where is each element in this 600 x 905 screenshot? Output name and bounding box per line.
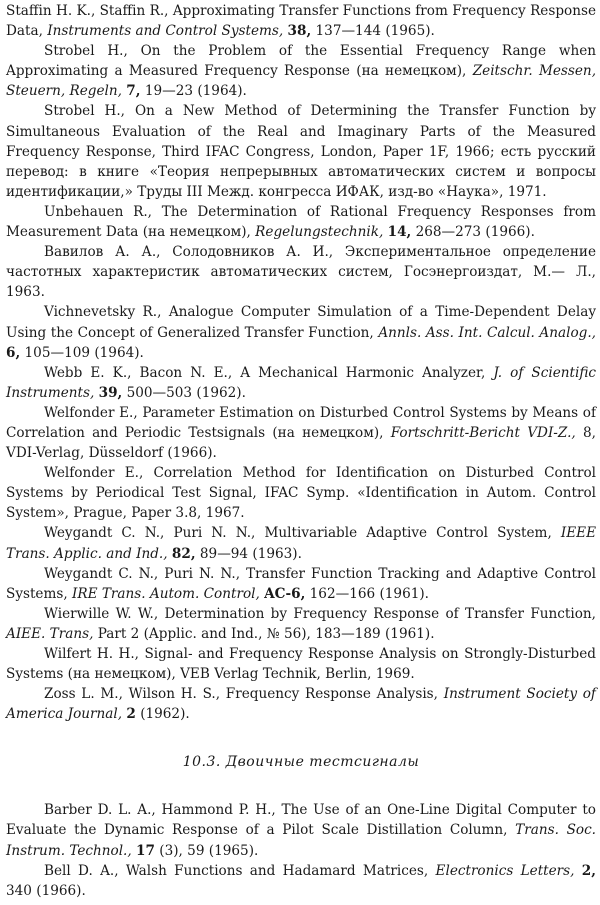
ref-pages: 162—166 (1961). [309,585,429,602]
ref-authors: Wierwille W. W., [44,605,159,622]
ref-pages: (3), 59 (1965). [159,842,259,859]
section-reference-list [6,800,596,900]
ref-authors: Strobel H., [44,43,128,60]
ref-authors: Bell D. A., [44,862,119,879]
reference-entry [6,861,596,901]
ref-authors: Weygandt C. N., Puri N. N., [44,565,241,582]
ref-title: Approximating Transfer Functions from Frequency Response Data, [6,3,596,40]
ref-title: Parameter Estimation on Disturbed Control Systems by Means of Correlation and Periodic Testsignals (на немецком), [6,404,597,441]
section-heading: 10.3. Двоичные тестсигналы [182,754,420,771]
ref-authors: Strobel H., [44,103,125,120]
ref-pages: 340 (1966). [6,882,86,899]
ref-title: On a New Method of Determining the Transfer Function by Simultaneous Evaluation of the Real and Imaginary Parts of the Measured Frequency Response, Third IFAC Congress, London, Paper 1F, 1966; есть русский перевод: в книге «Теория непрерывных автоматических систем и вопросы идентификации,» Труды III Межд. конгресса ИФАК, изд-во «Наука», 1971. [6,103,596,200]
ref-journal: Annls. Ass. Int. Calcul. Analog., [378,324,596,341]
ref-authors: Webb E. K., Bacon N. E., [44,364,233,381]
ref-pages: 500—503 (1962). [126,384,246,401]
reference-entry [6,41,596,101]
ref-title: The Use of an One-Line Digital Computer to Evaluate the Dynamic Response of a Pilot Scale Distillation Column, [6,802,596,839]
ref-title: Transfer Function Tracking and Adaptive Control Systems, [6,565,596,602]
ref-authors: Вавилов А. А., Солодовников А. И., [44,244,334,261]
ref-title: Экспериментальное определение частотных характеристик автоматических систем, Госэнергоиздат, М.— Л., 1963. [6,244,596,301]
ref-volume: 14, [387,224,412,241]
reference-entry [6,564,596,604]
ref-journal: J. of Scientific Instruments, [6,364,596,401]
ref-authors: Welfonder E., [44,465,144,482]
ref-journal: IEEE Trans. Applic. and Ind., [6,525,597,562]
reference-list [6,41,596,724]
ref-authors: Weygandt C. N., Puri N. N., [44,525,256,542]
ref-journal: Zeitschr. Messen, Steuern, Regeln, [6,63,597,100]
reference-entry [6,684,596,724]
ref-volume: AC-6, [264,585,306,602]
ref-title: On the Problem of the Essential Frequency Range when Approximating a Measured Frequency Response (на немецком), [6,43,597,80]
ref-journal: Instruments and Control Systems, [47,23,284,40]
reference-entry-continued [6,1,596,41]
reference-entry [6,242,596,302]
ref-authors: Barber D. L. A., Hammond P. H., [44,802,276,819]
ref-journal: AIEE. Trans, [6,625,94,642]
ref-title: Walsh Functions and Hadamard Matrices, [125,862,429,879]
ref-volume: 7, [126,83,141,100]
ref-title: Multivariable Adaptive Control System, [264,525,552,542]
reference-entry [6,800,596,860]
reference-entry [6,302,596,362]
ref-pages: Part 2 (Applic. and Ind., № 56), 183—189 (1961). [97,625,435,642]
ref-title: Frequency Response Analysis, [225,686,438,703]
reference-entry [6,101,596,201]
ref-title: Signal- and Frequency Response Analysis on Strongly-Disturbed Systems (на немецком), VEB Verlag Technik, Berlin, 1969. [6,646,597,683]
ref-authors: Wilfert H. H., [44,646,139,662]
ref-authors: Staffin H. K., Staffin R., [6,3,169,19]
ref-volume: 38, [287,23,312,40]
ref-pages: 8, VDI-Verlag, Düsseldorf (1966). [6,424,597,462]
ref-journal: Instrument Society of America Journal, [6,686,596,723]
ref-pages: 105—109 (1964). [24,344,144,361]
reference-entry [6,604,596,644]
ref-volume: 82, [171,545,196,562]
ref-volume: 17 [136,842,155,859]
ref-volume: 2, [581,862,596,879]
ref-pages: 19—23 (1964). [144,83,247,100]
ref-title: A Mechanical Harmonic Analyzer, [240,364,486,381]
ref-title: The Determination of Rational Frequency Responses from Measurement Data (на немецком), [6,203,596,241]
ref-pages: 137—144 (1965). [315,23,435,40]
ref-journal: Regelungstechnik, [255,224,384,241]
ref-title: Correlation Method for Identification on Disturbed Control Systems by Periodical Test Signal, IFAC Symp. «Identification in Autom. Control System», Prague, Paper 3.8, 1967. [6,465,596,522]
ref-authors: Welfonder E., [44,404,138,421]
ref-journal: Trans. Soc. Instrum. Technol., [6,822,597,859]
ref-title: Determination by Frequency Response of Transfer Function, [164,605,596,622]
ref-authors: Vichnevetsky R., [44,304,162,321]
ref-journal: Fortschritt-Bericht VDI-Z., [390,424,576,441]
ref-pages: (1962). [140,706,190,723]
ref-authors: Zoss L. M., Wilson H. S., [44,686,221,703]
ref-journal: Electronics Letters, [435,862,575,879]
ref-title: Analogue Computer Simulation of a Time-Dependent Delay Using the Concept of Generalized Transfer Function, [6,304,597,341]
ref-journal: IRE Trans. Autom. Control, [72,585,260,602]
ref-authors: Unbehauen R., [44,203,152,220]
ref-volume: 39, [98,384,123,401]
reference-entry [6,363,596,403]
reference-entry [6,523,596,563]
ref-volume: 2 [126,706,136,723]
reference-entry [6,403,596,463]
reference-entry [6,644,596,684]
ref-volume: 6, [6,344,21,361]
reference-entry [6,202,596,242]
ref-pages: 89—94 (1963). [199,545,302,562]
reference-entry [6,463,596,523]
ref-pages: 268—273 (1966). [415,224,535,241]
